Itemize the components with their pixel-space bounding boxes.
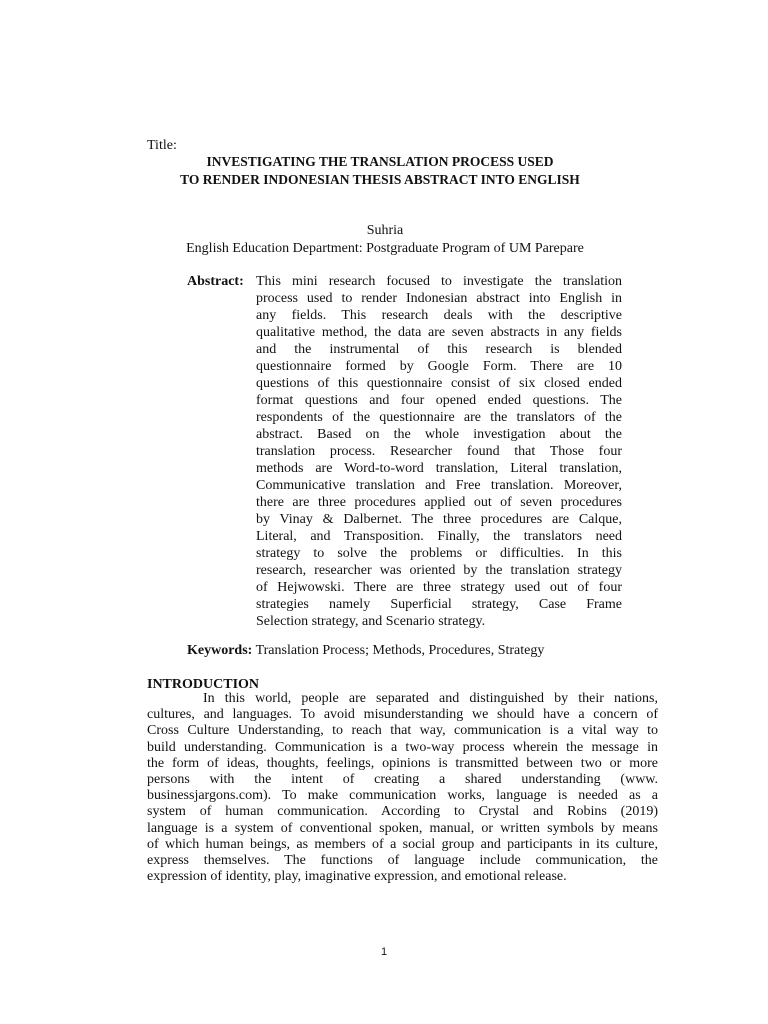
- paper-title-line: INVESTIGATING THE TRANSLATION PROCESS USED: [206, 154, 554, 169]
- abstract-line: and the instrumental of this research is blended: [256, 342, 622, 357]
- introduction-line: system of human communication. According to Crystal and Robins (2019): [147, 804, 658, 820]
- abstract-line: there are three procedures applied out of seven procedures: [256, 495, 622, 510]
- abstract-line: strategies namely Superficial strategy, Case Frame: [256, 597, 622, 612]
- paper-title-line: TO RENDER INDONESIAN THESIS ABSTRACT INTO ENGLISH: [180, 172, 580, 187]
- abstract-line: Communicative translation and Free translation. Moreover,: [256, 478, 622, 493]
- abstract-line: qualitative method, the data are seven abstracts in any fields: [256, 325, 622, 340]
- abstract-line: any fields. This research deals with the descriptive: [256, 308, 622, 323]
- introduction-line: Cross Culture Understanding, to reach that way, communication is a vital way to: [147, 723, 658, 739]
- abstract-line: format questions and four opened ended questions. The: [256, 393, 622, 408]
- introduction-line: the form of ideas, thoughts, feelings, opinions is transmitted between two or more: [147, 755, 658, 771]
- introduction-line: build understanding. Communication is a two-way process wherein the message in: [147, 739, 658, 755]
- introduction-line: In this world, people are separated and distinguished by their nations,: [203, 691, 658, 706]
- author-name: Suhria: [366, 223, 404, 238]
- abstract-label: Abstract:: [187, 274, 244, 289]
- abstract-line: of Hejwowski. There are three strategy used out of four: [256, 580, 622, 595]
- section-heading-introduction: INTRODUCTION: [147, 677, 260, 692]
- page-number: 1: [380, 946, 388, 958]
- keywords: [187, 642, 544, 659]
- abstract-line: This mini research focused to investigate the translation: [256, 274, 622, 289]
- introduction-line: express themselves. The functions of language include communication, the: [147, 852, 658, 868]
- abstract-line: abstract. Based on the whole investigation about the: [256, 427, 622, 442]
- introduction-body: [147, 691, 658, 885]
- keywords-label: Keywords:: [187, 643, 253, 658]
- abstract-line: respondents of the questionnaire are the translators of the: [256, 410, 622, 425]
- introduction-line: persons with the intent of creating a shared understanding (www.: [147, 771, 658, 787]
- author-affiliation: English Education Department: Postgraduate Program of UM Parepare: [186, 241, 584, 256]
- abstract-body: [256, 273, 622, 630]
- introduction-line: of which human beings, as members of a social group and participants in its culture,: [147, 836, 658, 852]
- abstract-line: translation process. Researcher found that Those four: [256, 444, 622, 459]
- introduction-line: expression of identity, play, imaginative expression, and emotional release.: [147, 869, 567, 885]
- abstract-line: methods are Word-to-word translation, Literal translation,: [256, 461, 622, 476]
- abstract-line: Selection strategy, and Scenario strategy.: [256, 614, 486, 629]
- abstract-line: questionnaire formed by Google Form. There are 10: [256, 359, 622, 374]
- abstract-line: research, researcher was oriented by the translation strategy: [256, 563, 622, 578]
- introduction-line: language is a system of conventional spoken, manual, or written symbols by means: [147, 820, 658, 836]
- introduction-line: businessjargons.com). To make communication works, language is needed as a: [147, 788, 658, 804]
- abstract-line: questions of this questionnaire consist of six closed ended: [256, 376, 622, 391]
- title-label: Title:: [147, 138, 177, 153]
- author-block: [150, 222, 620, 258]
- keywords-text: Translation Process; Methods, Procedures, Strategy: [255, 643, 545, 658]
- abstract-line: by Vinay & Dalbernet. The three procedures are Calque,: [256, 512, 622, 527]
- introduction-line: cultures, and languages. To avoid misunderstanding we should have a concern of: [147, 707, 658, 723]
- paper-title: [140, 153, 620, 189]
- abstract-line: process used to render Indonesian abstract into English in: [256, 291, 622, 306]
- abstract-line: Literal, and Transposition. Finally, the translators need: [256, 529, 622, 544]
- abstract-line: strategy to solve the problems or difficulties. In this: [256, 546, 622, 561]
